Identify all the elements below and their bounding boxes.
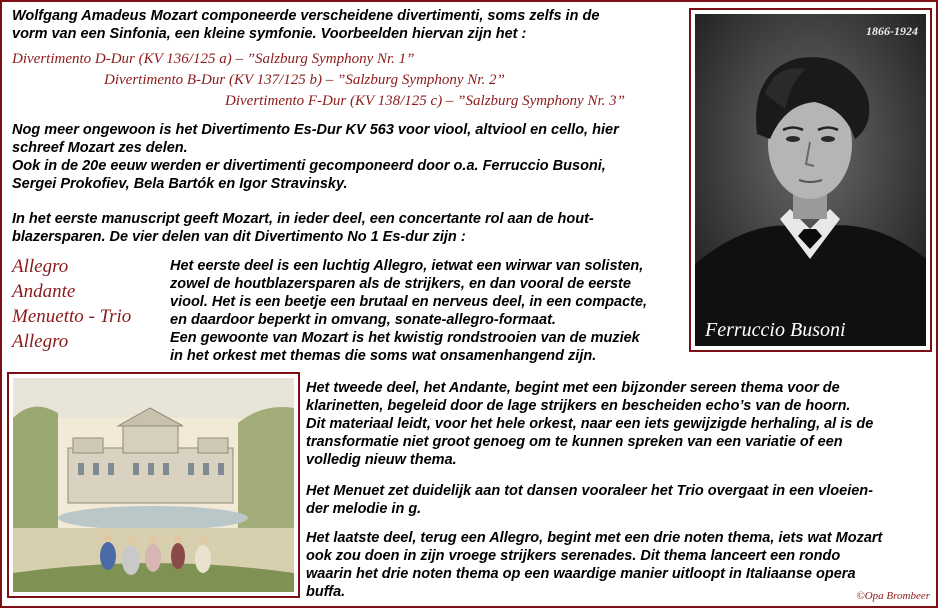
portrait-frame [689, 8, 932, 352]
first-movement-line-2: zowel de houtblazersparen als de strijkers, en dan vooral de eerste [170, 276, 631, 292]
busoni-portrait [695, 14, 926, 346]
portrait-caption: Ferruccio Busoni [705, 319, 846, 341]
movement-4: Allegro [12, 331, 69, 352]
paragraph2-line-2: schreef Mozart zes delen. [12, 140, 188, 156]
finale-line-3: waarin het drie noten thema op een waardige manier uitloopt in Italiaanse opera [306, 566, 856, 582]
paragraph3-line-2: blazersparen. De vier delen van dit Divertimento No 1 Es-dur zijn : [12, 229, 466, 245]
movement-2: Andante [12, 281, 76, 302]
divertimento-2: Divertimento B-Dur (KV 137/125 b) – ”Salzburg Symphony Nr. 2” [104, 72, 505, 88]
painting-frame [7, 372, 300, 598]
second-movement-line-5: volledig nieuw thema. [306, 452, 457, 468]
paragraph2-line-3: Ook in de 20e eeuw werden er divertimenti gecomponeerd door o.a. Ferruccio Busoni, [12, 158, 606, 174]
menuet-line-1: Het Menuet zet duidelijk aan tot dansen vooraleer het Trio overgaat in een vloeien- [306, 483, 873, 499]
movement-1: Allegro [12, 256, 69, 277]
palace-painting [13, 378, 294, 592]
palace-image [13, 378, 294, 592]
second-movement-line-2: klarinetten, begeleid door de lage strijkers en bescheiden echo’s van de hoorn. [306, 398, 851, 414]
divertimento-1: Divertimento D-Dur (KV 136/125 a) – ”Salzburg Symphony Nr. 1” [12, 51, 415, 67]
finale-line-2: ook zou doen in zijn vroege strijkers serenades. Dit thema lanceert een rondo [306, 548, 841, 564]
intro-line-2: vorm van een Sinfonia, een kleine symfonie. Voorbeelden hiervan zijn het : [12, 26, 527, 42]
finale-line-1: Het laatste deel, terug een Allegro, begint met een drie noten thema, iets wat Mozart [306, 530, 883, 546]
second-movement-line-1: Het tweede deel, het Andante, begint met een bijzonder sereen thema voor de [306, 380, 840, 396]
intro-line-1: Wolfgang Amadeus Mozart componeerde verscheidene divertimenti, soms zelfs in de [12, 8, 600, 24]
first-movement-line-3: viool. Het is een beetje een brutaal en nerveus deel, in een compacte, [170, 294, 648, 310]
second-movement-line-4: transformatie niet groot genoeg om te kunnen spreken van een variatie of een [306, 434, 843, 450]
first-movement-line-1: Het eerste deel is een luchtig Allegro, ietwat een wirwar van solisten, [170, 258, 644, 274]
divertimento-3: Divertimento F-Dur (KV 138/125 c) – ”Salzburg Symphony Nr. 3” [225, 93, 625, 109]
paragraph2-line-1: Nog meer ongewoon is het Divertimento Es-Dur KV 563 voor viool, altviool en cello, hier [12, 122, 619, 138]
menuet-line-2: der melodie in g. [306, 501, 422, 517]
paragraph3-line-1: In het eerste manuscript geeft Mozart, in ieder deel, een concertante rol aan de hout- [12, 211, 594, 227]
copyright: ©Opa Brombeer [856, 590, 930, 602]
portrait-image [695, 14, 926, 346]
first-movement-line-5: Een gewoonte van Mozart is het kwistig rondstrooien van de muziek [170, 330, 640, 346]
first-movement-line-6: in het orkest met themas die soms wat onsamenhangend zijn. [170, 348, 597, 364]
first-movement-line-4: en daardoor beperkt in omvang, sonate-allegro-formaat. [170, 312, 556, 328]
portrait-years: 1866-1924 [866, 24, 918, 38]
movement-3: Menuetto - Trio [12, 306, 132, 327]
second-movement-line-3: Dit materiaal leidt, voor het hele orkest, naar een iets gewijzigde herhaling, al is de [306, 416, 874, 432]
finale-line-4: buffa. [306, 584, 346, 600]
paragraph2-line-4: Sergei Prokofiev, Bela Bartók en Igor Stravinsky. [12, 176, 348, 192]
